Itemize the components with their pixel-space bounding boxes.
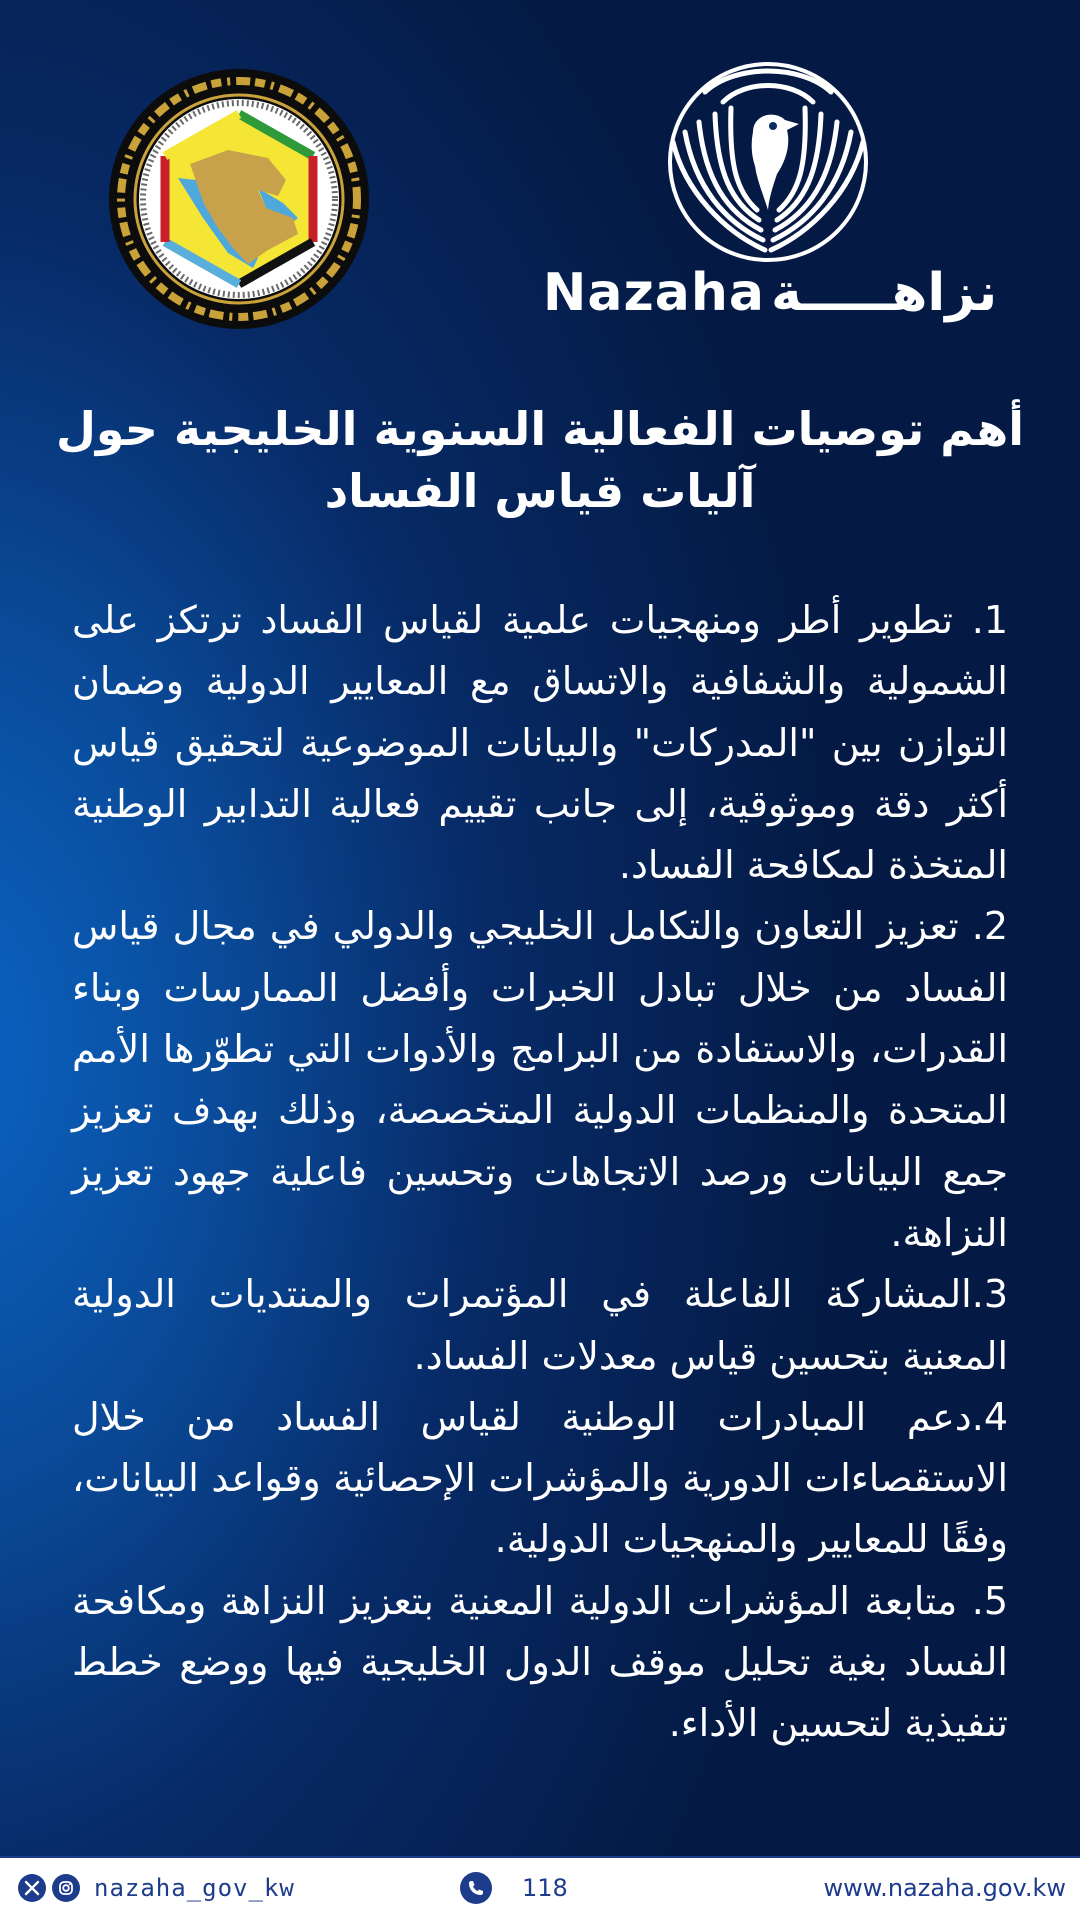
footer-bar (0, 1856, 1080, 1920)
brand-name-latin: Nazaha (542, 263, 765, 323)
hotline (460, 1872, 568, 1904)
social-handle[interactable]: nazaha_gov_kw (94, 1874, 295, 1902)
gcc-seal-logo (108, 68, 370, 330)
x-icon[interactable] (18, 1874, 46, 1902)
website-link[interactable]: www.nazaha.gov.kw (823, 1874, 1066, 1902)
nazaha-wordmark (542, 262, 998, 324)
instagram-icon[interactable] (52, 1874, 80, 1902)
brand-name-arabic: نزاهـــــة (770, 263, 998, 323)
nazaha-bird-icon (665, 62, 871, 262)
page-title: أهم توصيات الفعالية السنوية الخليجية حول آليات قياس الفساد (55, 402, 1025, 518)
recommendation-item: 2. تعزيز التعاون والتكامل الخليجي والدولي في مجال قياس الفساد من خلال تبادل الخبرات وأفضل الممارسات وبناء القدرات، والاستفادة من البرامج والأدوات التي تطوّرها الأمم المتحدة والمنظمات الدولية المتخصصة، وذلك بهدف تعزيز جمع البيانات ورصد الاتجاهات وتحسين فاعلية جهود تعزيز النزاهة. (72, 904, 1008, 1255)
social-links (18, 1874, 295, 1902)
recommendation-item: 3.المشاركة الفاعلة في المؤتمرات والمنتديات الدولية المعنية بتحسين قياس معدلات الفساد. (72, 1272, 1008, 1378)
recommendations-list (72, 590, 1008, 1755)
phone-number[interactable]: 118 (522, 1874, 568, 1902)
phone-icon[interactable] (460, 1872, 492, 1904)
recommendation-item: 5. متابعة المؤشرات الدولية المعنية بتعزيز النزاهة ومكافحة الفساد بغية تحليل موقف الدول الخليجية فيها ووضع خطط تنفيذية لتحسين الأداء. (72, 1578, 1008, 1746)
recommendation-item: 4.دعم المبادرات الوطنية لقياس الفساد من خلال الاستقصاءات الدورية والمؤشرات الإحصائية وقواعد البيانات، وفقًا للمعايير والمنهجيات الدولية. (72, 1394, 1008, 1562)
recommendation-item: 1. تطوير أطر ومنهجيات علمية لقياس الفساد ترتكز على الشمولية والشفافية والاتساق مع المعايير الدولية وضمان التوازن بين "المدركات" والبيانات الموضوعية لتحقيق قياس أكثر دقة وموثوقية، إلى جانب تقييم فعالية التدابير الوطنية المتخذة لمكافحة الفساد. (72, 598, 1008, 888)
